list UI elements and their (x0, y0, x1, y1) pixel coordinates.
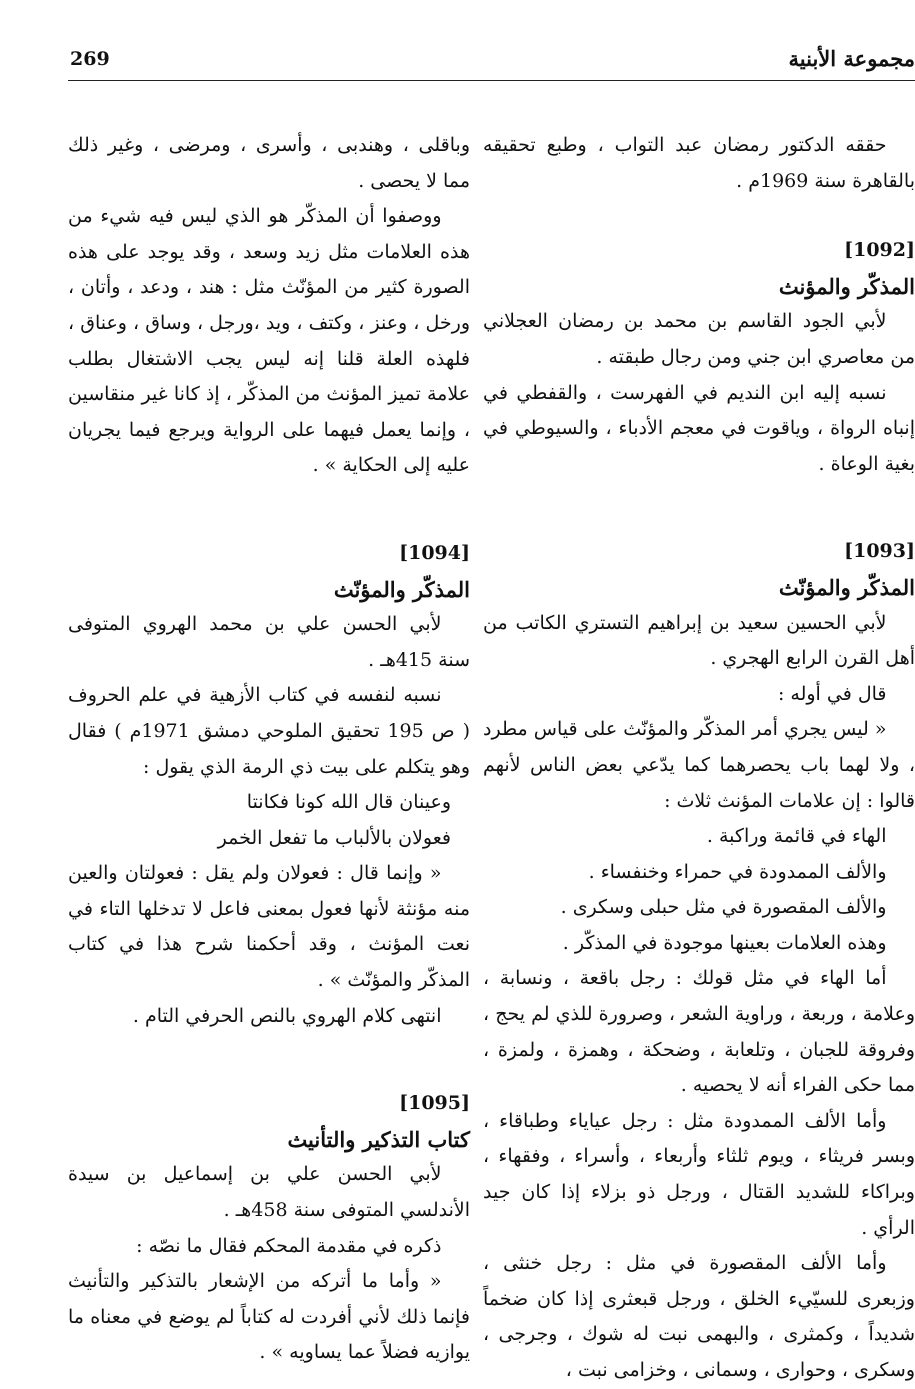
left-column (68, 128, 470, 1371)
paragraph: « ليس يجري أمر المذكّر والمؤنّث على قياس مطرد ، ولا لهما باب يحصرهما كما يدّعي بعض الناس لأنهم قالوا : إن علامات المؤنث ثلاث : (483, 718, 915, 812)
section-gap (483, 199, 915, 233)
section-gap (68, 1034, 470, 1086)
entry-title: المذكّر والمؤنّث (333, 576, 470, 602)
paragraph: والألف الممدودة في حمراء وخنفساء . (588, 860, 887, 883)
paragraph: لأبي الحسين سعيد بن إبراهيم التستري الكاتب من أهل القرن الرابع الهجري . (483, 611, 915, 670)
paragraph: حققه الدكتور رمضان عبد التواب ، وطبع تحقيقه بالقاهرة سنة 1969م . (483, 134, 915, 192)
paragraph: انتهى كلام الهروي بالنص الحرفي التام . (132, 1004, 442, 1027)
paragraph: الهاء في قائمة وراكبة . (706, 825, 887, 848)
entry-number: [1092] (844, 239, 915, 262)
paragraph: « وأما ما أتركه من الإشعار بالتذكير والتأنيث فإنما ذلك لأني أفردت له كتاباً لم يوضع في معناه ما يوازيه فضلاً عما يساويه » . (68, 1270, 470, 1364)
entry-title: المذكّر والمؤنث (778, 273, 915, 299)
paragraph: لأبي الحسن علي بن إسماعيل بن سيدة الأندلسي المتوفى سنة 458هـ . (68, 1163, 470, 1222)
entry-number: [1094] (399, 541, 470, 564)
running-header: مجموعة الأبنية (788, 46, 915, 71)
paragraph: لأبي الحسن علي بن محمد الهروي المتوفى سنة 415هـ . (68, 613, 470, 671)
entry-title: كتاب التذكير والتأنيث (287, 1126, 470, 1152)
right-column (483, 128, 915, 1389)
paragraph: والألف المقصورة في مثل حبلى وسكرى . (560, 896, 887, 919)
paragraph: ووصفوا أن المذكّر هو الذي ليس فيه شيء من هذه العلامات مثل زيد وسعد ، وقد يوجد على هذه الصورة كثير من المؤنّث مثل : هند ، ودعد ، وأتان ، ورخل ، وعنز ، وكتف ، ويد ،ورجل ، وساق ، وعناق ، فلهذه العلة قلنا إنه ليس يجب الاشتغال بطلب علامة تميز المؤنث من المذكّر ، إذ كانا غير منقاسين ، وإنما يعمل فيهما على الرواية ويرجع فيما يجريان عليه إلى الحكاية » . (68, 205, 470, 477)
section-gap (68, 484, 470, 536)
paragraph: لأبي الجود القاسم بن محمد بن رمضان العجلاني من معاصري ابن جني ومن رجال طبقته . (483, 310, 915, 368)
paragraph: نسبه إليه ابن النديم في الفهرست ، والقفطي في إنباه الرواة ، وياقوت في معجم الأدباء ، والسيوطي في بغية الوعاة . (483, 381, 915, 475)
paragraph: وأما الألف المقصورة في مثل : رجل خنثى ، وزبعرى للسيّيء الخلق ، ورجل قبعثرى إذا كان ضخماً شديداً ، وكمثرى ، والبهمى نبت له شوك ، وجرجى ، وسكرى ، وحوارى ، وسمانى ، وخزامى نبت ، (483, 1252, 915, 1381)
page-number: 269 (70, 48, 110, 70)
poem-verse: فعولان بالألباب ما تفعل الخمر (217, 826, 451, 849)
paragraph: وهذه العلامات بعينها موجودة في المذكّر . (562, 931, 887, 954)
entry-title: المذكّر والمؤنّث (778, 574, 915, 600)
poem-verse: وعينان قال الله كونا فكانتا (246, 791, 451, 814)
paragraph: وباقلى ، وهندبى ، وأسرى ، ومرضى ، وغير ذلك مما لا يحصى . (68, 134, 470, 192)
paragraph: أما الهاء في مثل قولك : رجل باقعة ، ونسابة ، وعلامة ، وربعة ، وراوية الشعر ، وصرورة للذي لم يحج ، وفروقة للجبان ، وتلعابة ، وضحكة ، وهمزة ، ولمزة ، مما حكى الفراء أنه لا يحصيه . (483, 967, 915, 1097)
section-gap (483, 482, 915, 534)
entry-number: [1095] (399, 1092, 470, 1115)
header-rule (68, 80, 915, 81)
paragraph: « وإنما قال : فعولان ولم يقل : فعولتان والعين منه مؤنثة لأنها فعول بمعنى فاعل لا تدخلها التاء في نعت المؤنث ، وقد أحكمنا شرح هذا في كتاب المذكّر والمؤنّث » . (68, 862, 470, 992)
paragraph: نسبه لنفسه في كتاب الأزهية في علم الحروف ( ص 195 تحقيق الملوحي دمشق 1971م ) فقال وهو يتكلم على بيت ذي الرمة الذي يقول : (68, 684, 471, 778)
paragraph: وأما الألف الممدودة مثل : رجل عياياء وطباقاء ، وبسر فريثاء ، ويوم ثلثاء وأربعاء ، وأسراء ، وفقهاء ، وبراكاء للشديد القتال ، ورجل ذو بزلاء إذا كان جيد الرأي . (483, 1109, 915, 1239)
entry-number: [1093] (844, 540, 915, 563)
paragraph: قال في أوله : (777, 682, 887, 705)
paragraph: ذكره في مقدمة المحكم فقال ما نصّه : (136, 1234, 442, 1257)
